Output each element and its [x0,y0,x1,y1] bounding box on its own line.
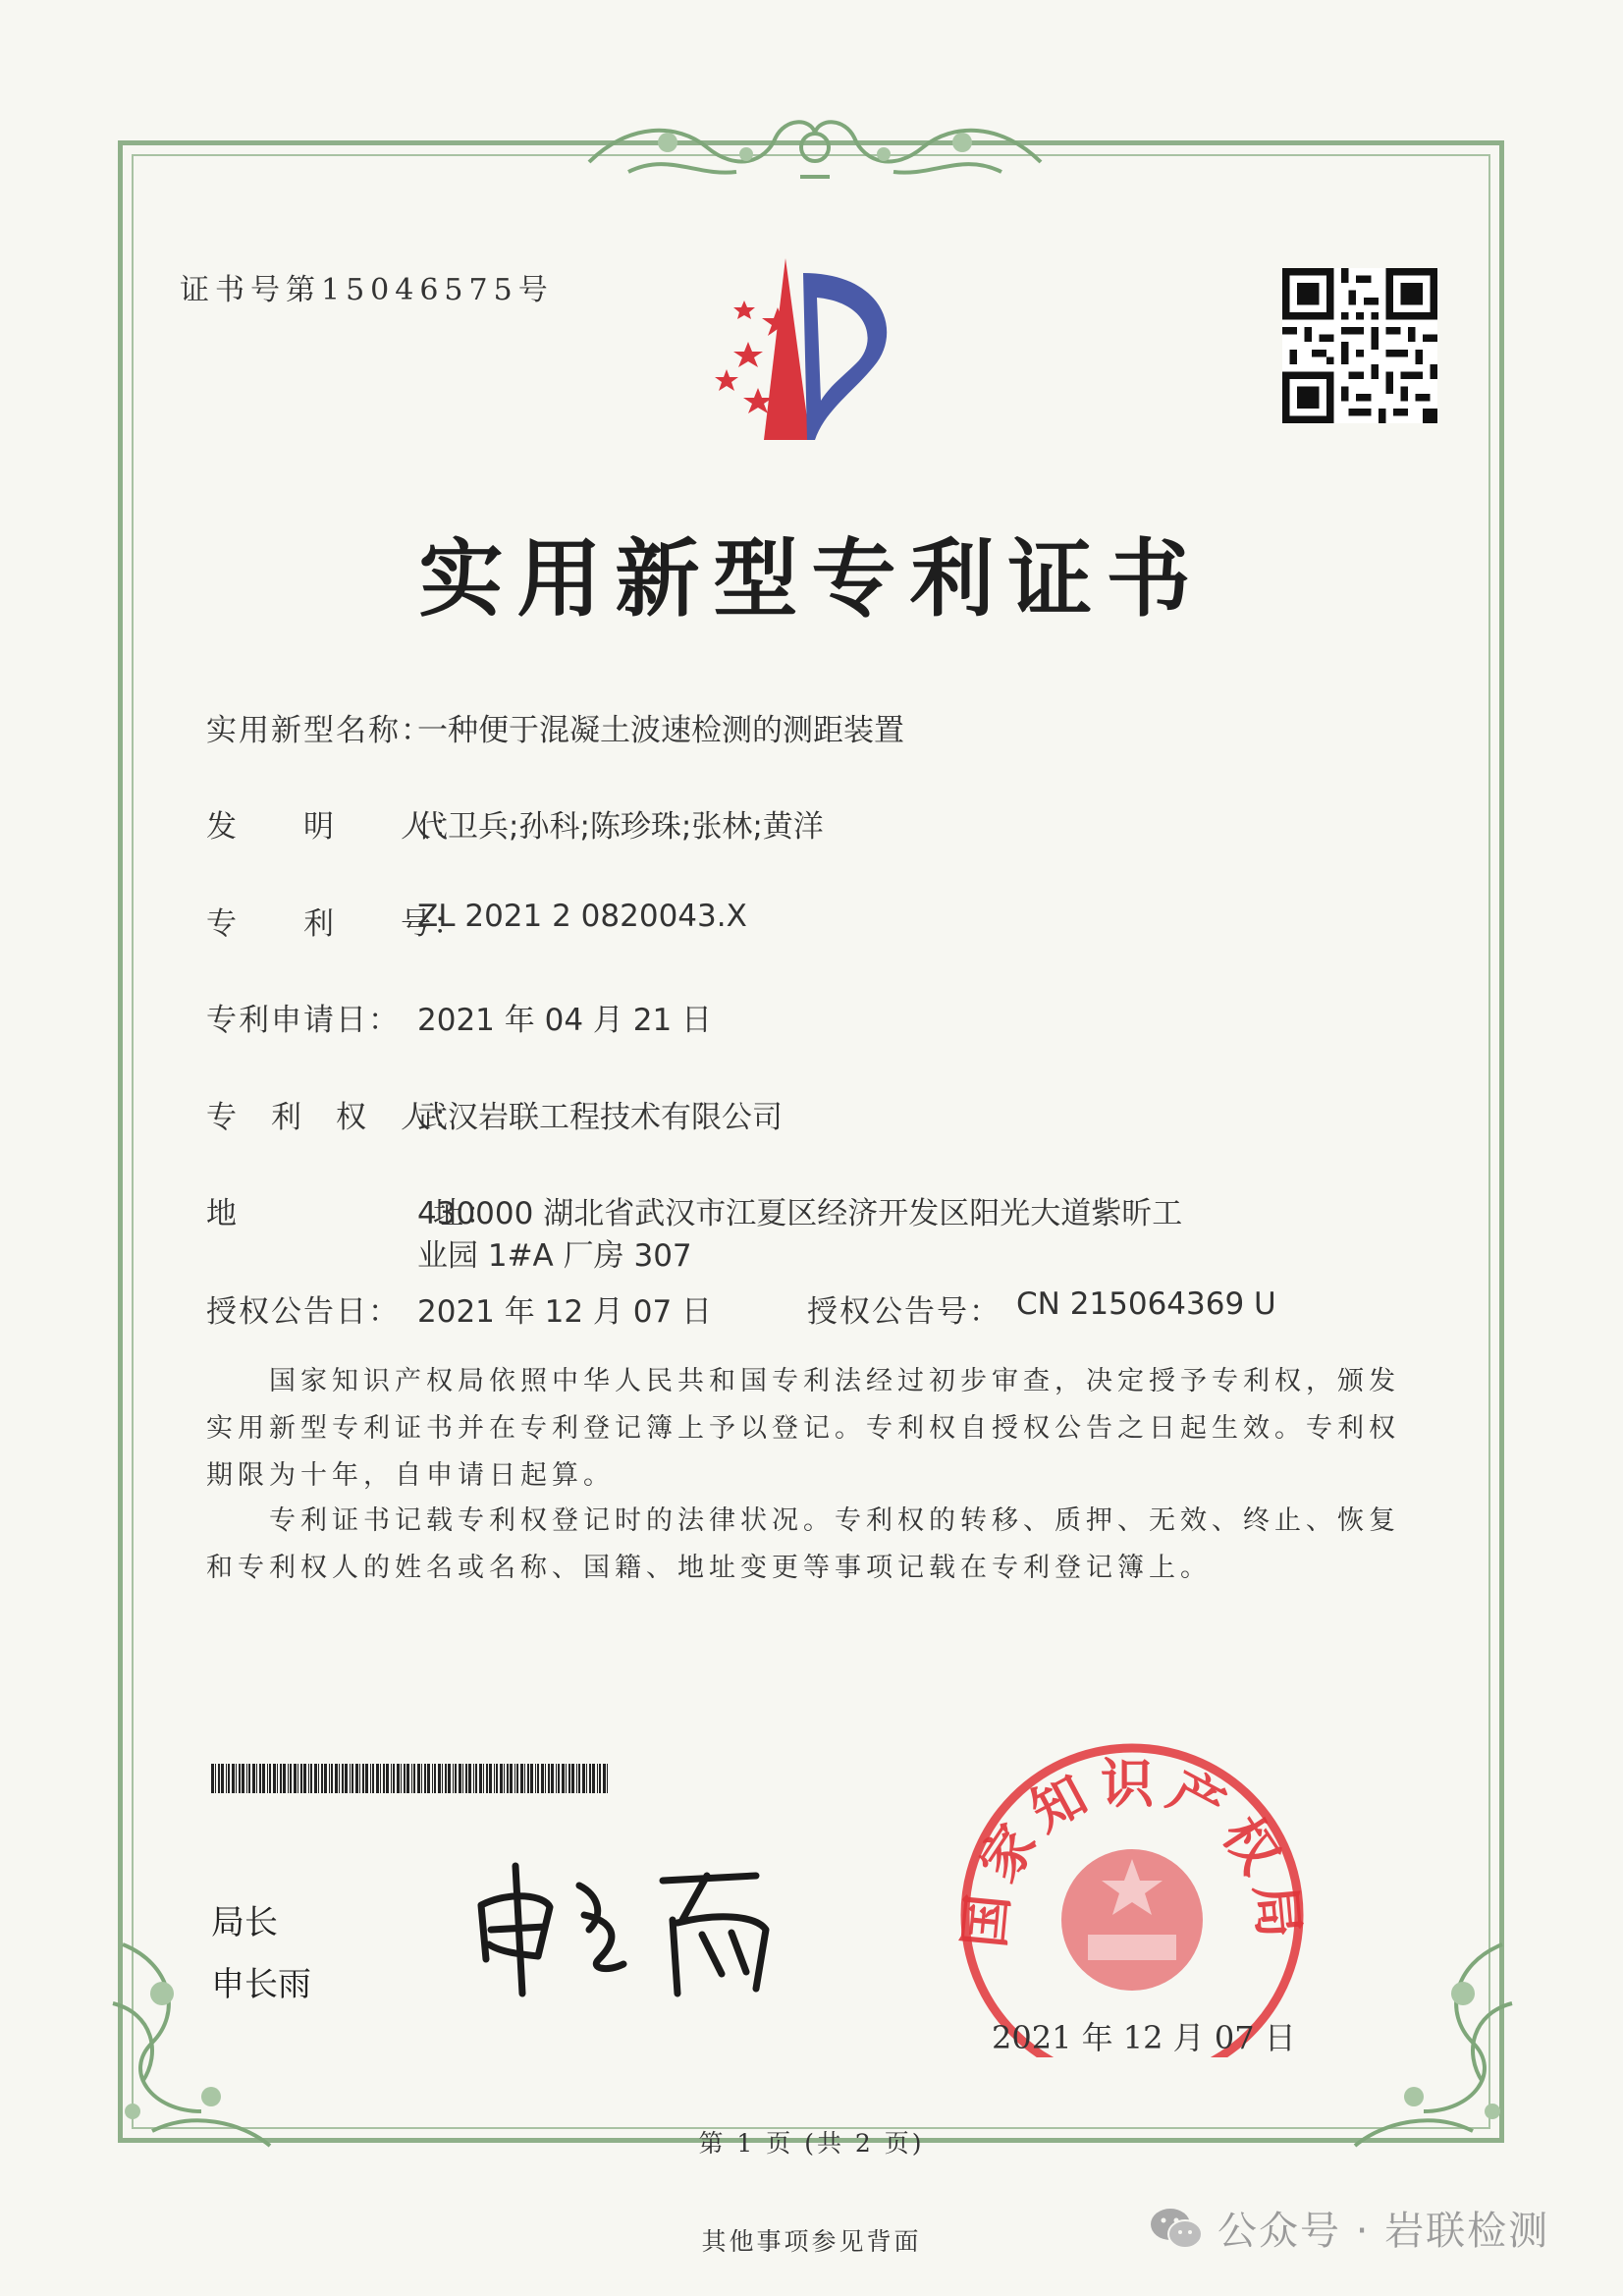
barcode-bar [496,1764,498,1793]
barcode-bar [303,1764,306,1793]
barcode-bar [607,1764,608,1793]
barcode-bar [603,1764,606,1793]
grant-date-value: 2021 年 12 月 07 日 [417,1294,713,1330]
barcode-bar [283,1764,286,1793]
signer-name: 申长雨 [211,1965,311,2004]
statement-paragraph-2: 专利证书记载专利权登记时的法律状况。专利权的转移、质押、无效、终止、恢复和专利权人的姓名或名称、国籍、地址变更等事项记载在专利登记簿上。 [206,1505,1400,1583]
field-value-inventors: 代卫兵;孙科;陈珍珠;张林;黄洋 [417,809,824,845]
barcode-bar [566,1764,567,1793]
barcode-bar [535,1764,536,1793]
wechat-icon [1149,2206,1204,2251]
barcode-bar [269,1764,271,1793]
barcode [211,1764,614,1793]
barcode-bar [342,1764,344,1793]
barcode-bar [318,1764,319,1793]
grant-date-label: 授权公告日： [206,1294,401,1330]
patent-office-logo [687,253,943,450]
seal-date: 2021 年 12 月 07 日 [992,2019,1296,2056]
barcode-bar [352,1764,353,1793]
barcode-bar [438,1764,441,1793]
barcode-bar [290,1764,292,1793]
barcode-bar [236,1764,237,1793]
barcode-bar [516,1764,518,1793]
field-value-patent-no: ZL 2021 2 0820043.X [417,899,747,934]
barcode-bar [256,1764,257,1793]
barcode-bar [331,1764,333,1793]
signature [461,1846,815,2003]
barcode-bar [597,1764,598,1793]
barcode-bar [246,1764,247,1793]
barcode-bar [524,1764,525,1793]
barcode-bar [442,1764,443,1793]
field-label-patent-no: 专 利 号： [206,906,465,942]
barcode-bar [592,1764,595,1793]
barcode-bar [494,1764,495,1793]
field-value-address: 430000 湖北省武汉市江夏区经济开发区阳光大道紫昕工 [417,1196,1183,1231]
barcode-bar [372,1764,374,1793]
top-ornament [569,103,1060,191]
barcode-bar [300,1764,302,1793]
barcode-bar [215,1764,216,1793]
barcode-bar [226,1764,227,1793]
barcode-bar [527,1764,529,1793]
barcode-bar [380,1764,381,1793]
barcode-bar [545,1764,546,1793]
back-note: 其他事项参见背面 [701,2227,922,2256]
barcode-bar [355,1764,358,1793]
barcode-bar [465,1764,467,1793]
barcode-bar [459,1764,461,1793]
statement-paragraph-1: 国家知识产权局依照中华人民共和国专利法经过初步审查，决定授予专利权，颁发实用新型专利证书并在专利登记簿上予以登记。专利权自授权公告之日起生效。专利权期限为十年，自申请日起算。 [206,1366,1400,1491]
barcode-bar [500,1764,503,1793]
barcode-bar [530,1764,533,1793]
barcode-bar [391,1764,392,1793]
barcode-bar [541,1764,544,1793]
barcode-bar [273,1764,276,1793]
grant-no-label: 授权公告号： [807,1294,1001,1330]
barcode-bar [370,1764,371,1793]
barcode-bar [551,1764,554,1793]
field-value-filing-date: 2021 年 04 月 21 日 [417,1003,713,1038]
barcode-bar [314,1764,317,1793]
barcode-bar [383,1764,385,1793]
barcode-bar [537,1764,539,1793]
certificate-number: 证书号第15046575号 [180,273,554,307]
barcode-bar [427,1764,430,1793]
barcode-bar [582,1764,585,1793]
barcode-bar [386,1764,389,1793]
certificate-title: 实用新型专利证书 [418,529,1205,629]
barcode-bar [462,1764,463,1793]
barcode-bar [417,1764,420,1793]
barcode-bar [393,1764,395,1793]
barcode-bar [252,1764,255,1793]
official-seal [950,1733,1314,2057]
barcode-bar [259,1764,261,1793]
barcode-bar [473,1764,474,1793]
barcode-bar [211,1764,214,1793]
barcode-bar [232,1764,235,1793]
barcode-bar [571,1764,574,1793]
barcode-bar [486,1764,488,1793]
barcode-bar [404,1764,406,1793]
barcode-bar [483,1764,484,1793]
barcode-bar [365,1764,368,1793]
qr-code [1282,268,1437,423]
barcode-bar [218,1764,220,1793]
barcode-bar [288,1764,289,1793]
barcode-bar [308,1764,309,1793]
barcode-bar [280,1764,282,1793]
barcode-bar [421,1764,422,1793]
grant-no-value: CN 215064369 U [1016,1286,1276,1322]
field-label-name: 实用新型名称： [206,713,433,748]
barcode-bar [413,1764,415,1793]
barcode-bar [468,1764,471,1793]
barcode-bar [504,1764,505,1793]
seal-text: 国家知识产权局 [952,1753,1312,1950]
barcode-bar [448,1764,451,1793]
barcode-bar [558,1764,560,1793]
barcode-bar [242,1764,244,1793]
barcode-bar [221,1764,224,1793]
barcode-bar [310,1764,312,1793]
barcode-bar [329,1764,330,1793]
barcode-bar [411,1764,412,1793]
barcode-bar [267,1764,268,1793]
field-label-inventors: 发 明 人： [206,809,465,845]
field-label-patentee: 专 利 权 人： [206,1100,465,1135]
barcode-bar [376,1764,379,1793]
barcode-bar [576,1764,577,1793]
barcode-bar [510,1764,513,1793]
barcode-bar [507,1764,509,1793]
barcode-bar [578,1764,580,1793]
barcode-bar [445,1764,447,1793]
watermark-text: 公众号 · 岩联检测 [1217,2209,1550,2254]
barcode-bar [489,1764,492,1793]
barcode-bar [345,1764,348,1793]
barcode-bar [556,1764,557,1793]
barcode-bar [548,1764,550,1793]
barcode-bar [568,1764,570,1793]
barcode-bar [294,1764,297,1793]
barcode-bar [520,1764,523,1793]
field-label-address: 地 址： [206,1196,498,1231]
barcode-bar [277,1764,278,1793]
barcode-bar [262,1764,265,1793]
barcode-bar [339,1764,340,1793]
field-label-filing-date: 专利申请日： [206,1003,401,1038]
barcode-bar [455,1764,457,1793]
barcode-bar [434,1764,436,1793]
barcode-bar [432,1764,433,1793]
field-value-patentee: 武汉岩联工程技术有限公司 [417,1100,783,1135]
barcode-bar [514,1764,515,1793]
barcode-bar [324,1764,327,1793]
barcode-bar [589,1764,591,1793]
barcode-bar [599,1764,601,1793]
barcode-bar [586,1764,587,1793]
field-value-name: 一种便于混凝土波速检测的测距装置 [417,713,904,748]
barcode-bar [321,1764,323,1793]
barcode-bar [359,1764,360,1793]
watermark [1149,2200,1549,2256]
barcode-bar [401,1764,402,1793]
barcode-bar [479,1764,482,1793]
barcode-bar [453,1764,454,1793]
barcode-bar [424,1764,426,1793]
barcode-bar [239,1764,241,1793]
barcode-bar [228,1764,230,1793]
barcode-bar [562,1764,565,1793]
barcode-bar [406,1764,409,1793]
barcode-bar [335,1764,338,1793]
page-indicator: 第 1 页 (共 2 页) [698,2129,925,2158]
barcode-bar [397,1764,400,1793]
barcode-bar [475,1764,477,1793]
field-value-address-line2: 业园 1#A 厂房 307 [417,1238,692,1274]
signer-title: 局长 [211,1903,278,1942]
barcode-bar [248,1764,250,1793]
barcode-bar [350,1764,351,1793]
barcode-bar [362,1764,364,1793]
